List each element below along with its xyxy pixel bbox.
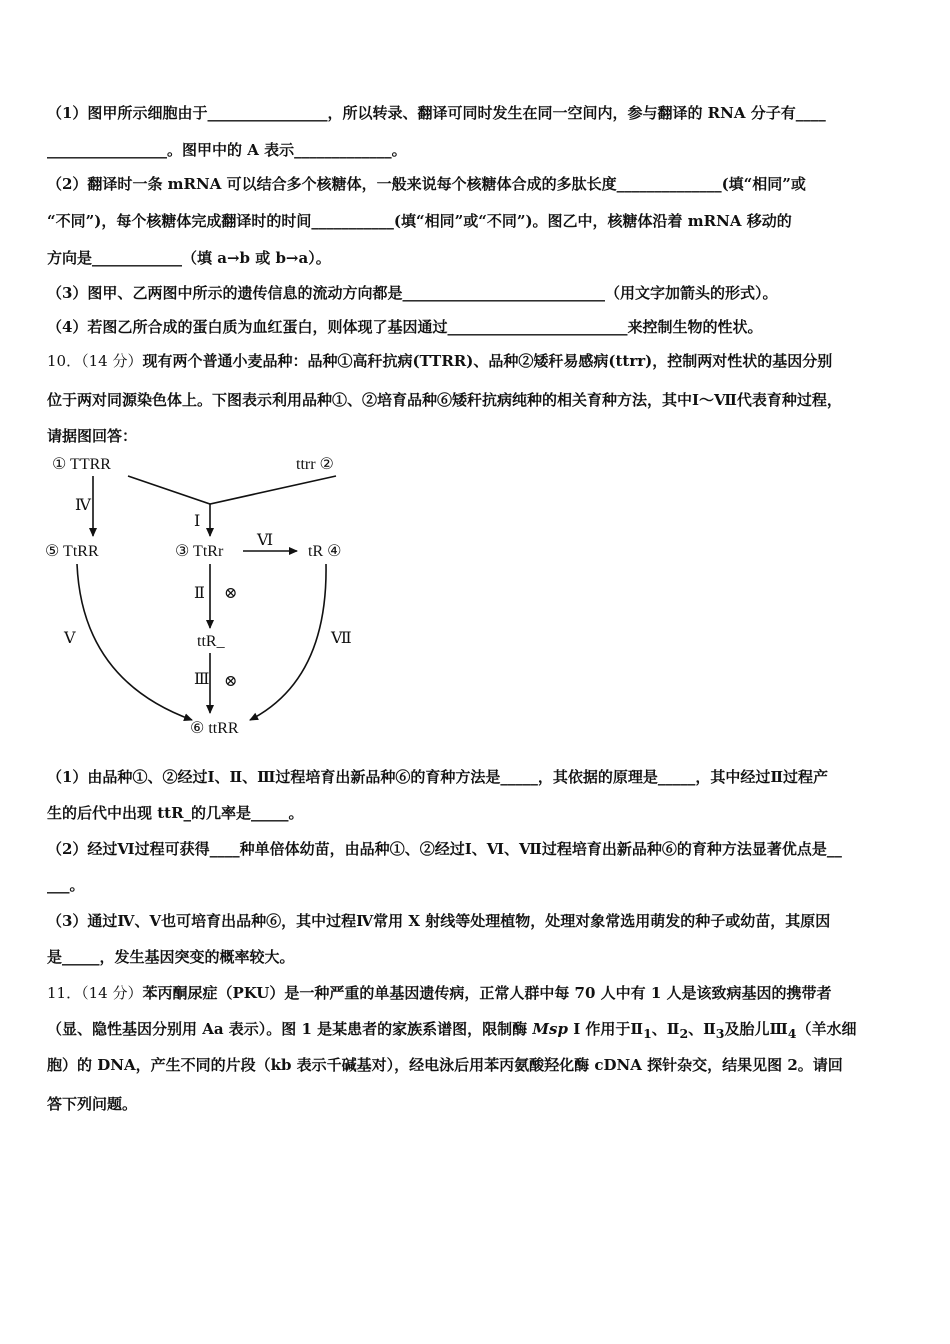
q11-line-2 — [47, 1019, 907, 1044]
q11-text-2c: 、Ⅱ — [651, 1020, 680, 1038]
q11-line-4: 答下列问题。 — [47, 1095, 138, 1113]
arrow-vii — [250, 564, 326, 720]
label-process-vi: Ⅵ — [257, 532, 274, 549]
q11-text-2a: （显、隐性基因分别用 Aa 表示）。图 1 是某患者的家族系谱图，限制酶 — [47, 1020, 533, 1038]
q9-line-2: ________________。图甲中的 A 表示_____________。 — [47, 141, 407, 159]
q9-line-7: （4）若图乙所合成的蛋白质为血红蛋白，则体现了基因通过________________________来控制生物的性状。 — [47, 318, 763, 336]
q11-text-2b: I 作用于Ⅱ — [567, 1020, 644, 1038]
label-process-i: Ⅰ — [194, 513, 201, 530]
node-ttr: ttR_ — [197, 633, 225, 650]
q10-line-3: 请据图回答： — [47, 427, 138, 445]
node-3-ttrr: ③ TtRr — [175, 543, 224, 560]
q11-line-1 — [47, 983, 907, 1003]
q11-text-2f: （羊水细 — [796, 1020, 857, 1038]
node-6-ttrr: ⑥ ttRR — [190, 720, 239, 737]
q10-line-1 — [47, 351, 907, 371]
q9-line-3: （2）翻译时一条 mRNA 可以结合多个核糖体，一般来说每个核糖体合成的多肽长度______________(填“相同”或 — [47, 175, 806, 193]
sub-3: 3 — [715, 1026, 725, 1041]
enzyme-name: Msp — [532, 1020, 568, 1038]
sub-1: 1 — [643, 1026, 652, 1041]
q11-text-2e: 及胎儿Ⅲ — [724, 1020, 788, 1038]
sub-2: 2 — [679, 1026, 689, 1041]
node-4-tr: tR ④ — [308, 543, 342, 560]
arrow-v — [77, 564, 192, 720]
q9-line-1: （1）图甲所示细胞由于________________，所以转录、翻译可同时发生在同一空间内，参与翻译的 RNA 分子有____ — [47, 104, 826, 122]
label-process-v: Ⅴ — [64, 630, 76, 647]
label-process-iii: Ⅲ — [194, 671, 210, 688]
q11-text-1: 苯丙酮尿症（PKU）是一种严重的单基因遗传病，正常人群中每 70 人中有 1 人是该致病基因的携带者 — [142, 984, 832, 1002]
q10-sub-1-line-1: （1）由品种①、②经过Ⅰ、Ⅱ、Ⅲ过程培育出新品种⑥的育种方法是_____，其依据的原理是_____，其中经过Ⅱ过程产 — [47, 768, 829, 786]
q10-sub-2-line-1: （2）经过Ⅵ过程可获得____种单倍体幼苗，由品种①、②经过Ⅰ、Ⅵ、Ⅶ过程培育出新品种⑥的育种方法显著优点是__ — [47, 840, 842, 858]
node-2-ttrr: ttrr ② — [296, 456, 334, 473]
node-1-ttrr: ① TTRR — [52, 456, 111, 473]
q10-number: 10．（14 分） — [47, 352, 143, 370]
label-process-vii: Ⅶ — [331, 630, 352, 647]
label-process-iv: Ⅳ — [75, 497, 91, 514]
selfing-icon-1: ⊗ — [224, 585, 238, 602]
label-process-ii: Ⅱ — [194, 585, 205, 602]
q10-line-2: 位于两对同源染色体上。下图表示利用品种①、②培育品种⑥矮秆抗病纯种的相关育种方法，其中Ⅰ～Ⅶ代表育种过程， — [47, 391, 842, 409]
sub-4: 4 — [787, 1026, 797, 1041]
q10-sub-3-line-1: （3）通过Ⅳ、Ⅴ也可培育出品种⑥，其中过程Ⅳ常用 X 射线等处理植物，处理对象常选用萌发的种子或幼苗，其原因 — [47, 912, 831, 930]
selfing-icon-2: ⊗ — [224, 673, 238, 690]
q11-line-3: 胞）的 DNA，产生不同的片段（kb 表示千碱基对），经电泳后用苯丙氨酸羟化酶 cDNA 探针杂交，结果见图 2。请回 — [47, 1056, 843, 1074]
q10-sub-2-line-2: ___。 — [47, 876, 85, 894]
q9-line-4: “不同”)，每个核糖体完成翻译时的时间___________(填“相同”或“不同”)。图乙中，核糖体沿着 mRNA 移动的 — [47, 212, 792, 230]
node-5-ttrr: ⑤ TtRR — [45, 543, 99, 560]
q10-sub-1-line-2: 生的后代中出现 ttR_的几率是_____。 — [47, 804, 304, 822]
q9-line-5: 方向是____________（填 a→b 或 b→a）。 — [47, 249, 331, 267]
q11-number: 11．（14 分） — [47, 984, 143, 1002]
q10-sub-3-line-2: 是_____，发生基因突变的概率较大。 — [47, 948, 295, 966]
breeding-diagram — [40, 448, 380, 748]
q9-line-6: （3）图甲、乙两图中所示的遗传信息的流动方向都是___________________________（用文字加箭头的形式）。 — [47, 284, 778, 302]
q10-text-1: 现有两个普通小麦品种：品种①高秆抗病(TTRR)、品种②矮秆易感病(ttrr)，控制两对性状的基因分别 — [142, 352, 833, 370]
cross-lines — [128, 476, 336, 504]
q11-text-2d: 、Ⅱ — [688, 1020, 716, 1038]
